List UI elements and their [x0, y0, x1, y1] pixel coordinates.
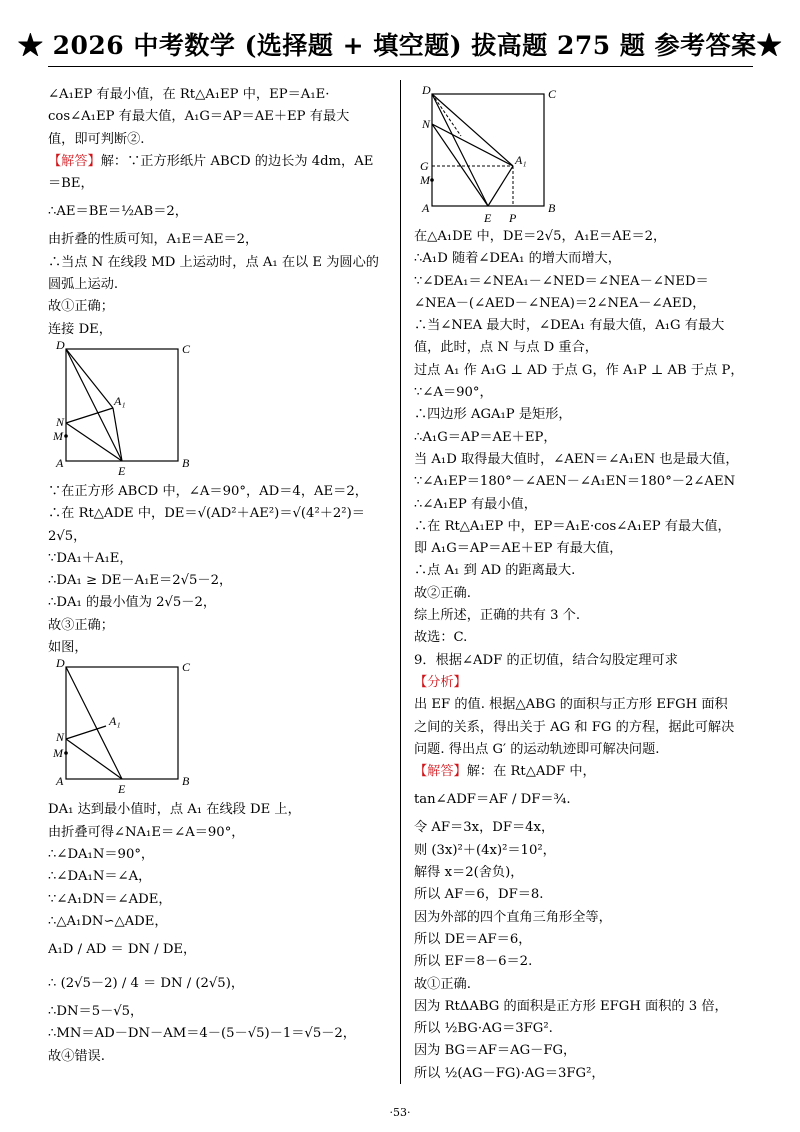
text-line: ∵∠A＝90°， — [414, 385, 493, 401]
label-A: A — [56, 774, 64, 789]
label-A1: A₁ — [515, 153, 527, 167]
text-line: ∴DA₁ 的最小值为 2√5－2， — [48, 595, 217, 611]
label-P: P — [509, 211, 517, 225]
text-span: 解：在 Rt△ADF 中， — [466, 764, 596, 780]
text-line: ∠NEA－(∠AED－∠NEA)＝2∠NEA－∠AED， — [414, 295, 706, 311]
text-line: ∴A₁G＝AP＝AE＋EP， — [414, 429, 557, 445]
page-title: ★ 2026 中考数学 (选择题 + 填空题) 拔高题 275 题 参考答案★ — [17, 31, 783, 60]
text-line: 故①正确； — [48, 299, 114, 315]
label-N: N — [56, 730, 65, 745]
text-line: 2√5， — [48, 528, 87, 544]
text-line: 连接 DE， — [48, 321, 112, 337]
text-line: 故②正确. — [414, 585, 471, 601]
text-line: 综上所述，正确的共有 3 个. — [414, 608, 581, 624]
label-C: C — [548, 87, 557, 101]
label-M: M — [53, 428, 63, 443]
text-line: 所以 DE＝AF＝6， — [414, 931, 532, 947]
text-line: 值，此时，点 N 与点 D 重合， — [414, 340, 598, 356]
header-rule — [48, 66, 753, 67]
label-A1: A₁ — [114, 393, 126, 408]
text-line: 所以 AF＝6，DF＝8. — [414, 887, 544, 903]
text-line: ∵∠A₁EP＝180°－∠AEN－∠A₁EN＝180°－2∠AEN — [414, 474, 736, 490]
answer-tag: 【解答】 — [414, 764, 467, 780]
text-line: 因为外部的四个直角三角形全等， — [414, 909, 612, 925]
left-column — [48, 84, 391, 1068]
label-C: C — [182, 341, 191, 356]
text-line — [48, 151, 391, 173]
text-line: 出 EF 的值. 根据△ABG 的面积与正方形 EFGH 面积 — [414, 697, 728, 713]
text-line: ∴ (2√5－2) / 4 ＝ DN / (2√5)， — [48, 976, 245, 992]
text-line: 由折叠可得∠NA₁E＝∠A＝90°， — [48, 824, 245, 840]
label-M: M — [420, 173, 430, 187]
text-line: ∴A₁D 随着∠DEA₁ 的增大而增大， — [414, 251, 621, 267]
label-A1: A₁ — [109, 714, 121, 729]
figure-square-1 — [48, 341, 391, 481]
text-line: ∴点 A₁ 到 AD 的距离最大. — [414, 563, 576, 579]
segment-DE — [432, 94, 488, 206]
text-line: 所以 ½BG·AG＝3FG². — [414, 1021, 553, 1037]
analysis-tag: 【分析】 — [414, 674, 467, 690]
text-line: 值，即可判断②. — [48, 131, 145, 147]
label-E: E — [118, 463, 126, 478]
text-line: ＝BE， — [48, 176, 94, 192]
right-column — [414, 84, 757, 1085]
segment-A1E — [488, 166, 513, 206]
label-D: D — [422, 84, 431, 97]
text-line: ∵∠DEA₁＝∠NEA₁－∠NED＝∠NEA－∠NED＝ — [414, 273, 709, 289]
text-line: 则 (3x)²＋(4x)²＝10²， — [414, 842, 556, 858]
label-D: D — [56, 340, 65, 352]
label-E: E — [118, 782, 126, 797]
text-line: 解得 x＝2(舍负)， — [414, 865, 524, 881]
text-line: ∵∠A₁DN＝∠ADE， — [48, 891, 172, 907]
text-line: ∴DN＝5－√5， — [48, 1004, 144, 1020]
text-line: 如图， — [48, 640, 88, 656]
text-line: 所以 EF＝8－6＝2. — [414, 954, 533, 970]
label-N: N — [422, 117, 431, 131]
text-line: ∴MN＝AD－DN－AM＝4－(5－√5)－1＝√5－2， — [48, 1026, 356, 1042]
segment-DA1 — [66, 349, 113, 408]
text-line — [414, 672, 757, 694]
label-C: C — [182, 660, 191, 675]
point-M — [64, 434, 68, 438]
text-line: 因为 BG＝AF＝AG－FG， — [414, 1043, 577, 1059]
label-E: E — [484, 211, 492, 225]
text-line: 故③正确； — [48, 617, 114, 633]
text-line: ∴AE＝BE＝½AB＝2， — [48, 204, 188, 220]
text-line: ∠A₁EP 有最小值，在 Rt△A₁EP 中，EP＝A₁E· — [48, 87, 330, 102]
point-M — [64, 752, 68, 756]
text-line: ∴在 Rt△A₁EP 中，EP＝A₁E·cos∠A₁EP 有最大值， — [414, 518, 731, 534]
point-M — [430, 178, 434, 182]
text-line: ∴∠A₁EP 有最小值， — [414, 496, 537, 512]
text-line — [414, 761, 757, 783]
text-line: ∴在 Rt△ADE 中，DE＝√(AD²＋AE²)＝√(4²＋2²)＝ — [48, 506, 365, 522]
text-line: ∴∠DA₁N＝∠A， — [48, 869, 152, 885]
text-line: ∵DA₁＋A₁E， — [48, 550, 133, 566]
label-B: B — [182, 774, 190, 789]
square-outline — [66, 667, 178, 779]
answer-tag: 【解答】 — [48, 153, 101, 169]
segment-NA1 — [66, 408, 113, 423]
text-line: ∴DA₁ ≥ DE－A₁E＝2√5－2， — [48, 573, 233, 589]
label-D: D — [56, 659, 65, 671]
label-A: A — [422, 201, 430, 215]
text-line: ∴△A₁DN∽△ADE， — [48, 913, 168, 929]
text-span: 9．根据∠ADF 的正切值，结合勾股定理可求 — [414, 652, 678, 668]
text-line: 因为 RtΔABG 的面积是正方形 EFGH 面积的 3 倍， — [414, 998, 728, 1014]
text-line: 在△A₁DE 中，DE＝2√5，A₁E＝AE＝2， — [414, 229, 667, 244]
text-line: 当 A₁D 取得最大值时，∠AEN＝∠A₁EN 也是最大值， — [414, 451, 739, 467]
text-line: DA₁ 达到最小值时，点 A₁ 在线段 DE 上， — [48, 802, 301, 818]
page-number: ·53· — [389, 1106, 411, 1119]
text-span: 解：∵正方形纸片 ABCD 的边长为 4dm，AE — [100, 153, 374, 169]
label-A: A — [56, 455, 64, 470]
figure-square-2 — [48, 659, 391, 799]
label-G: G — [420, 159, 429, 173]
text-line: A₁D / AD ＝ DN / DE， — [48, 942, 197, 958]
figure-square-3 — [414, 84, 757, 226]
text-line: 故①正确. — [414, 976, 471, 992]
segment-NE — [66, 423, 122, 461]
text-line: ∴当点 N 在线段 MD 上运动时，点 A₁ 在以 E 为圆心的 — [48, 254, 379, 270]
text-line: cos∠A₁EP 有最大值，A₁G＝AP＝AE＋EP 有最大 — [48, 109, 350, 125]
text-line: 之间的关系，得出关于 AG 和 FG 的方程，据此可解决 — [414, 719, 735, 735]
text-line: 圆弧上运动. — [48, 277, 119, 293]
text-line: ∴∠DA₁N＝90°， — [48, 846, 155, 862]
label-M: M — [53, 746, 63, 761]
column-divider — [400, 80, 401, 1084]
segment-NA1 — [66, 726, 106, 739]
segment-NE — [66, 739, 122, 779]
text-line: 即 A₁G＝AP＝AE＋EP 有最大值， — [414, 541, 623, 557]
text-line: 所以 ½(AG－FG)·AG＝3FG²， — [414, 1065, 605, 1081]
text-line: 故选：C. — [414, 630, 468, 646]
square-outline — [432, 94, 544, 206]
label-B: B — [548, 201, 556, 215]
text-line: ∴四边形 AGA₁P 是矩形， — [414, 407, 572, 423]
text-line: ∵在正方形 ABCD 中，∠A＝90°，AD＝4，AE＝2， — [48, 483, 368, 499]
label-N: N — [56, 414, 65, 429]
text-line — [414, 650, 757, 672]
text-line: 过点 A₁ 作 A₁G ⊥ AD 于点 G，作 A₁P ⊥ AB 于点 P， — [414, 362, 744, 378]
text-line: 由折叠的性质可知，A₁E＝AE＝2， — [48, 232, 259, 248]
text-line: 故④错误. — [48, 1048, 105, 1064]
text-line: ∴当∠NEA 最大时，∠DEA₁ 有最大值，A₁G 有最大 — [414, 318, 725, 334]
label-B: B — [182, 455, 190, 470]
text-line: tan∠ADF＝AF / DF＝¾. — [414, 792, 571, 808]
text-line: 令 AF＝3x，DF＝4x， — [414, 820, 555, 836]
text-line: 问题. 得出点 G′ 的运动轨迹即可解决问题. — [414, 741, 660, 757]
